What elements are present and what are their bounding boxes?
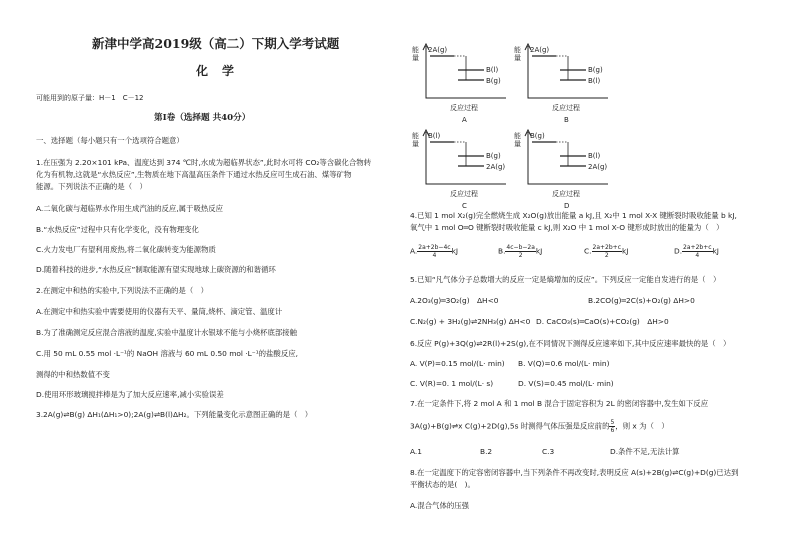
energy-diagram-a	[410, 40, 520, 124]
energy-diagram-d	[512, 126, 622, 210]
level-label-top: 2A(g)	[428, 46, 448, 54]
q2-stem: 2.在测定中和热的实验中,下列说法不正确的是（ ）	[36, 286, 208, 295]
q6-option-a: A. V(P)=0.15 mol/(L· min)	[410, 359, 505, 368]
y-axis-label: 能量	[514, 132, 521, 148]
q2-option-a: A.在测定中和热实验中需要使用的仪器有天平、量筒,烧杯、滴定管、温度计	[36, 307, 283, 316]
atomic-masses: 可能用到的原子量：H－1 C－12	[36, 94, 144, 102]
q1-stem-line1: 1.在压强为 2.20×101 kPa、温度达到 374 ℃时,水成为超临界状态”,此时水可将 CO₂等含碳化合物转	[36, 158, 372, 167]
x-axis-label: 反应过程	[552, 104, 580, 112]
q1-option-c: C.火力发电厂有望利用废热,将二氧化碳转变为能源物质	[36, 245, 216, 254]
q6-option-b: B. V(Q)=0.6 mol/(L· min)	[518, 359, 610, 368]
q2-option-c-cont: 测得的中和热数值不变	[36, 370, 110, 379]
q4-stem-line2: 氧气中 1 mol O═O 键断裂时吸收能量 c kJ,则 X₂O 中 1 mol X-O 键形成时放出的能量为（ ）	[410, 223, 724, 232]
q4-option-a: A. $\frac{2a+2b-4c}{4}$ kJ	[410, 244, 459, 259]
y-axis-label: 能量	[514, 46, 521, 62]
exam-title: 新津中学高2019级（高二）下期入学考试题	[92, 36, 340, 51]
x-axis-label: 反应过程	[552, 190, 580, 198]
diagram-option-label: D	[564, 202, 570, 210]
q4-option-c: C. $\frac{2a+2b+c}{2}$ kJ	[584, 244, 629, 259]
x-axis-label: 反应过程	[450, 104, 478, 112]
q6-option-c: C. V(R)=0. 1 mol/(L· s)	[410, 379, 494, 388]
q4-option-d: D. $\frac{2a+2b+c}{4}$ kJ	[674, 244, 719, 259]
q8-stem-line2: 平衡状态的是( )。	[410, 480, 475, 489]
level-label-top: 2A(g)	[530, 46, 550, 54]
q7-equation: 3A(g)+B(g)⇌x C(g)+2D(g),5s 时测得气体压强是反应前的 $\frac{5}{6}$ ，则 x 为（ ）	[410, 419, 669, 434]
q6-stem: 6.反应 P(g)+3Q(g)⇌2R(l)+2S(g),在不同情况下测得反应速率如下,其中反应速率最快的是（ ）	[410, 339, 731, 348]
level-label-bot: B(g)	[486, 77, 501, 85]
q4-option-b: B. $\frac{4c-b-2a}{2}$ kJ	[498, 244, 543, 259]
q8-option-a: A.混合气体的压强	[410, 501, 470, 510]
q2-option-c: C.用 50 mL 0.55 mol ·L⁻¹的 NaOH 溶液与 60 mL 0.50 mol ·L⁻¹的盐酸反应,	[36, 349, 298, 358]
q7-option-c: C.3	[542, 447, 555, 456]
y-axis-label: 能量	[412, 46, 419, 62]
q2-option-d: D.使用环形玻璃搅拌棒是为了加大反应速率,减小实验误差	[36, 390, 224, 399]
diagram-option-label: B	[564, 116, 569, 124]
level-label-bot: 2A(g)	[588, 163, 608, 171]
q5-option-c: C.N₂(g) + 3H₂(g)⇌2NH₃(g) ΔH<0	[410, 317, 531, 326]
q2-option-b: B.为了准确测定反应混合溶液的温度,实验中温度计水银球不能与小烧杯底部接触	[36, 328, 298, 337]
q5-option-a: A.2O₃(g)═3O₂(g) ΔH<0	[410, 296, 499, 305]
q3-stem: 3.2A(g)⇌B(g) ΔH₁(ΔH₁>0);2A(g)⇌B(l)ΔH₂。下列能量变化示意图正确的是（ ）	[36, 410, 313, 419]
q5-option-b: B.2CO(g)═2C(s)+O₂(g) ΔH>0	[588, 296, 695, 305]
level-label-mid: B(g)	[588, 66, 603, 74]
diagram-option-label: A	[462, 116, 467, 124]
q1-option-b: B.“水热反应”过程中只有化学变化，没有物理变化	[36, 225, 199, 234]
level-label-top: B(l)	[428, 132, 441, 140]
q4-stem-line1: 4.已知 1 mol X₂(g)完全燃烧生成 X₂O(g)放出能量 a kJ,且 X₂中 1 mol X-X 键断裂时吸收能量 b kJ,	[410, 211, 737, 220]
q5-stem: 5.已知“凡气体分子总数增大的反应一定是熵增加的反应”。下列反应一定能自发进行的是（ ）	[410, 275, 721, 284]
energy-diagram-b	[512, 40, 622, 124]
q7-stem: 7.在一定条件下,将 2 mol A 和 1 mol B 混合于固定容积为 2L 的密闭容器中,发生如下反应	[410, 399, 709, 408]
q5-option-d: D. CaCO₃(s)═CaO(s)+CO₂(g) ΔH>0	[536, 317, 669, 326]
level-label-mid: B(l)	[588, 152, 601, 160]
level-label-mid: B(l)	[486, 66, 499, 74]
section-title: 一、选择题（每小题只有一个选项符合题意）	[36, 136, 184, 145]
q7-option-a: A.1	[410, 447, 422, 456]
q1-option-a: A.二氧化碳与超临界水作用生成汽油的反应,属于吸热反应	[36, 204, 224, 213]
diagram-option-label: C	[462, 202, 467, 210]
q8-stem-line1: 8.在一定温度下的定容密闭容器中,当下列条件不再改变时,表明反应 A(s)+2B(g)⇌C(g)+D(g)已达到	[410, 468, 739, 477]
level-label-mid: B(g)	[486, 152, 501, 160]
q7-option-d: D.条件不足,无法计算	[610, 447, 680, 456]
x-axis-label: 反应过程	[450, 190, 478, 198]
level-label-bot: 2A(g)	[486, 163, 506, 171]
subject-title: 化学	[196, 64, 249, 78]
y-axis-label: 能量	[412, 132, 419, 148]
q1-stem-line3: 能源。下列说法不正确的是（ ）	[36, 182, 147, 191]
q6-option-d: D. V(S)=0.45 mol/(L· min)	[518, 379, 614, 388]
q7-option-b: B.2	[480, 447, 493, 456]
q1-stem-line2: 化为有机物,这就是“水热反应”,生物质在地下高温高压条件下通过水热反应可生成石油、煤等矿物	[36, 170, 352, 179]
level-label-bot: B(l)	[588, 77, 601, 85]
level-label-top: B(g)	[530, 132, 545, 140]
energy-diagram-c	[410, 126, 520, 210]
part-title: 第Ⅰ卷（选择题 共40分）	[154, 113, 251, 123]
q1-option-d: D.随着科技的进步,“水热反应”制取能源有望实现地球上碳资源的和谐循环	[36, 265, 276, 274]
